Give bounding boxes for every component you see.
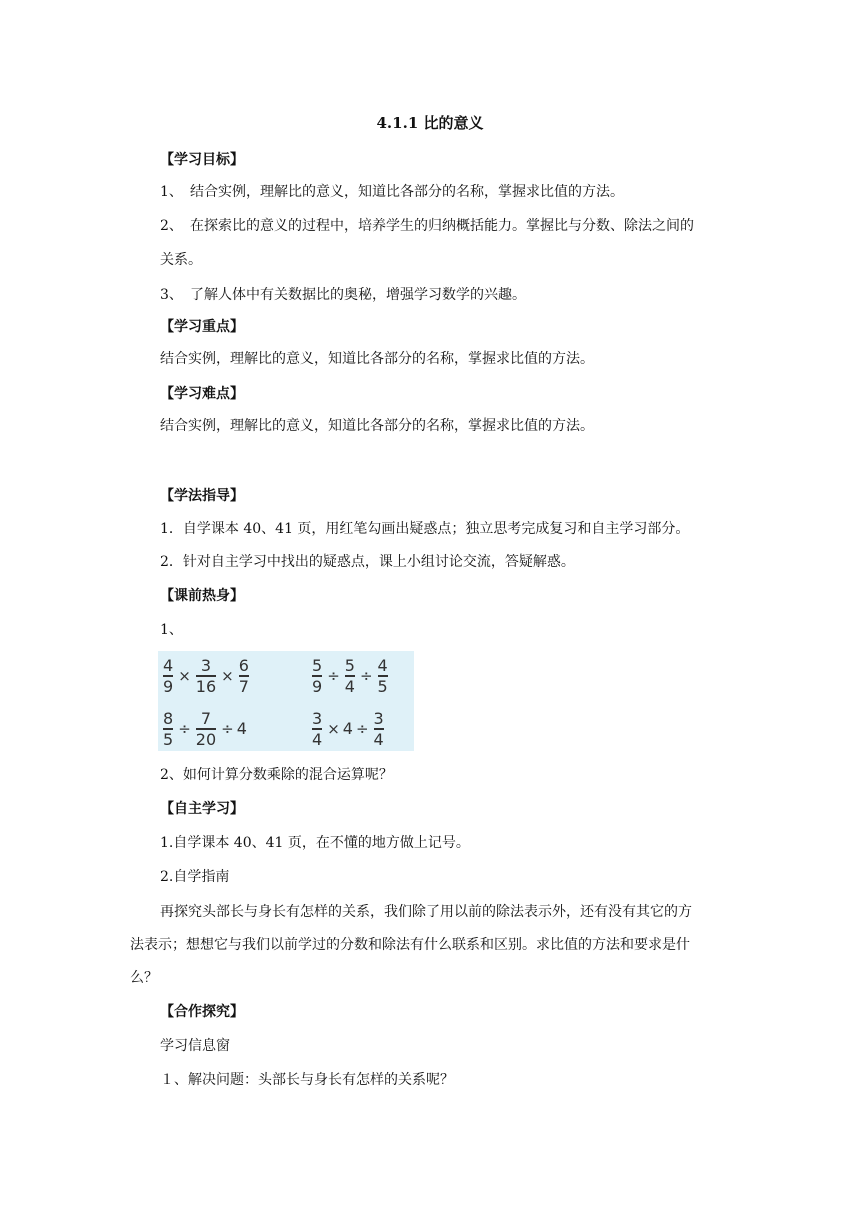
key-points-heading: 【学习重点】 [160,319,244,335]
exercise-2 [310,657,390,695]
operator: ÷ [221,719,234,738]
self-study-item-2: 2.自学指南 [160,869,230,885]
difficulties-heading: 【学习难点】 [160,386,244,402]
operator: ÷ [178,719,191,738]
cooperative-window: 学习信息窗 [160,1038,230,1054]
self-study-heading: 【自主学习】 [160,801,244,817]
objective-num: 3、 [160,287,183,303]
fraction: $\frac{4}{9}$ [163,656,174,696]
operator: × [178,666,191,685]
method-item-2: 2．针对自主学习中找出的疑惑点，课上小组讨论交流，答疑解惑。 [160,554,575,570]
objective-item-1 [160,181,624,201]
key-points-text: 结合实例，理解比的意义，知道比各部分的名称，掌握求比值的方法。 [160,351,594,367]
operator: × [327,719,340,738]
operator: ÷ [359,666,373,685]
operator: × [221,666,234,685]
method-item-1: 1．自学课本 40、41 页，用红笔勾画出疑惑点；独立思考完成复习和自主学习部分。 [160,521,690,537]
objective-num: 2、 [160,218,183,234]
cooperative-q1: １、解决问题：头部长与身长有怎样的关系呢？ [160,1072,454,1088]
self-study-guide-line-3: 么？ [130,970,158,986]
warmup-q1-label: 1、 [160,622,183,638]
self-study-item-1: 1.自学课本 40、41 页，在不懂的地方做上记号。 [160,835,470,851]
objective-item-2 [160,215,694,235]
objective-text: 结合实例，理解比的意义，知道比各部分的名称，掌握求比值的方法。 [190,184,624,200]
self-study-guide-line-2: 法表示；想想它与我们以前学过的分数和除法有什么联系和区别。求比值的方法和要求是什 [130,937,690,953]
objective-text: 在探索比的意义的过程中，培养学生的归纳概括能力。掌握比与分数、除法之间的 [190,218,694,234]
exercise-3 [161,710,247,748]
fraction: $\frac{5}{4}$ [344,656,355,696]
objective-text: 了解人体中有关数据比的奥秘，增强学习数学的兴趣。 [190,287,526,303]
exercise-1 [161,657,251,695]
fraction: $\frac{7}{20}$ [195,709,217,749]
integer: 4 [342,719,353,739]
warmup-q2: 2、如何计算分数乘除的混合运算呢？ [160,767,393,783]
cooperative-heading: 【合作探究】 [160,1004,244,1020]
fraction: $\frac{5}{9}$ [312,656,323,696]
operator: ÷ [355,719,369,738]
integer: 4 [236,719,247,739]
fraction: $\frac{6}{7}$ [238,656,249,696]
fraction: $\frac{4}{5}$ [377,656,388,696]
difficulties-text: 结合实例，理解比的意义，知道比各部分的名称，掌握求比值的方法。 [160,418,594,434]
fraction: $\frac{8}{5}$ [163,709,174,749]
objectives-heading: 【学习目标】 [160,152,244,168]
exercise-box [158,651,414,751]
fraction: $\frac{3}{4}$ [373,709,384,749]
objective-item-3 [160,284,526,304]
objective-item-2-cont: 关系。 [160,252,202,268]
fraction: $\frac{3}{4}$ [312,709,323,749]
fraction: $\frac{3}{16}$ [195,656,217,696]
self-study-guide-line-1: 再探究头部长与身长有怎样的关系，我们除了用以前的除法表示外，还有没有其它的方 [160,904,692,920]
objective-num: 1、 [160,184,183,200]
method-heading: 【学法指导】 [160,488,244,504]
warmup-heading: 【课前热身】 [160,588,244,604]
operator: ÷ [327,666,340,685]
page-title: 4.1.1 比的意义 [376,114,484,132]
exercise-4 [310,710,386,748]
